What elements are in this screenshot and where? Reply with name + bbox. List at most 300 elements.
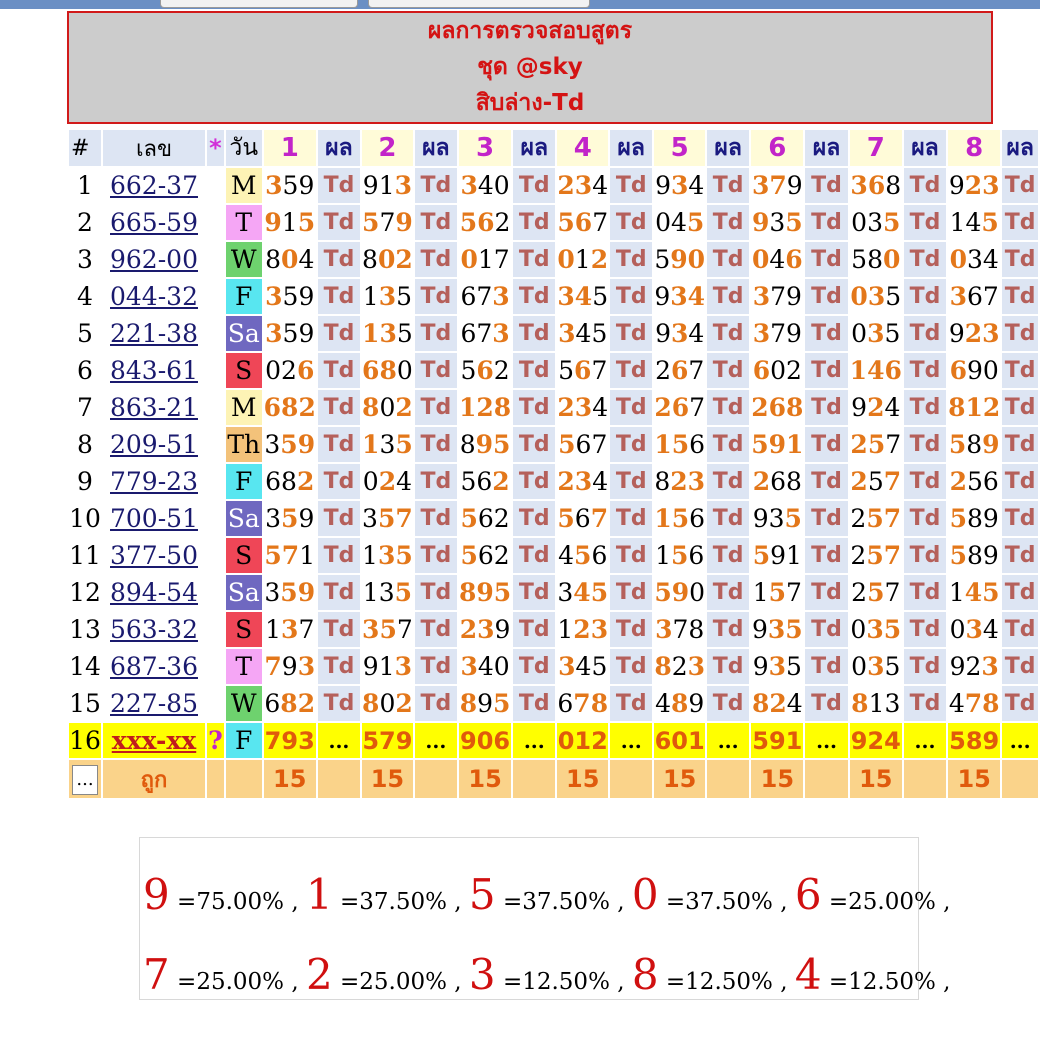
formula-value <box>948 316 1000 351</box>
formula-value <box>751 205 803 240</box>
formula-digit: 2 <box>590 245 609 274</box>
formula-digit: 4 <box>575 319 592 348</box>
formula-result: Td <box>318 427 360 462</box>
prediction-number-link[interactable]: xxx-xx <box>111 726 197 755</box>
formula-value <box>557 686 608 721</box>
stat-digit: 0 <box>631 870 659 919</box>
formula-value <box>557 649 608 684</box>
formula-value <box>751 242 803 277</box>
formula-result: Td <box>318 501 360 536</box>
row-star-cell <box>207 501 224 536</box>
totals-empty <box>805 760 847 798</box>
formula-value <box>459 612 511 647</box>
formula-result: Td <box>1002 538 1038 573</box>
formula-result: Td <box>904 168 946 203</box>
row-number-link[interactable]: 563-32 <box>110 615 198 644</box>
row-day: M <box>226 168 262 203</box>
formula-digit: 5 <box>281 504 299 533</box>
formula-result: Td <box>707 353 749 388</box>
formula-digit: 5 <box>591 319 608 348</box>
formula-value <box>557 168 608 203</box>
formula-digit: 0 <box>265 356 282 385</box>
row-day: S <box>226 353 262 388</box>
results-table <box>67 128 1040 800</box>
row-number-link[interactable]: 962-00 <box>110 245 198 274</box>
header-star: * <box>207 130 224 166</box>
formula-digit: 7 <box>493 245 510 274</box>
formula-result: Td <box>610 538 652 573</box>
totals-value: 15 <box>557 760 608 798</box>
formula-result: Td <box>707 427 749 462</box>
row-number-link[interactable]: 227-85 <box>110 689 198 718</box>
formula-result: Td <box>805 390 847 425</box>
formula-digit: 6 <box>689 504 706 533</box>
prediction-day: F <box>226 723 262 758</box>
formula-value <box>654 427 705 462</box>
formula-value <box>557 501 608 536</box>
header-result: ผล <box>318 130 360 166</box>
prediction-index: 16 <box>69 723 101 758</box>
formula-value <box>751 353 803 388</box>
formula-value <box>948 427 1000 462</box>
header-number: เลข <box>103 130 205 166</box>
formula-value <box>557 279 608 314</box>
row-number-cell <box>103 686 205 721</box>
formula-digit: 8 <box>362 393 380 422</box>
row-number-link[interactable]: 687-36 <box>110 652 198 681</box>
formula-digit: 8 <box>786 393 804 422</box>
formula-digit: 2 <box>557 393 575 422</box>
formula-digit: 3 <box>670 171 689 200</box>
formula-value <box>459 538 511 573</box>
formula-digit: 0 <box>493 652 510 681</box>
stat-digit: 6 <box>794 870 822 919</box>
row-number-link[interactable]: 894-54 <box>110 578 198 607</box>
digit-stats-line <box>143 870 950 919</box>
formula-result: Td <box>805 427 847 462</box>
formula-digit: 2 <box>654 393 672 422</box>
formula-digit: 5 <box>884 652 901 681</box>
formula-digit: 5 <box>768 578 787 607</box>
top-button-left[interactable] <box>160 0 358 8</box>
formula-digit: 3 <box>965 615 983 644</box>
formula-value <box>850 242 902 277</box>
formula-value <box>654 279 705 314</box>
formula-digit: 5 <box>460 467 477 496</box>
formula-digit: 5 <box>866 541 884 570</box>
row-index: 3 <box>69 242 101 277</box>
prediction-number-cell <box>103 723 205 758</box>
row-number-link[interactable]: 662-37 <box>110 171 198 200</box>
formula-digit: 1 <box>557 615 574 644</box>
totals-value: 15 <box>850 760 902 798</box>
panel-subtitle: สิบล่าง-Td <box>475 90 585 116</box>
formula-result: Td <box>707 501 749 536</box>
formula-result: Td <box>707 649 749 684</box>
formula-value <box>362 612 413 647</box>
formula-digit: 2 <box>786 356 802 385</box>
formula-digit: 3 <box>982 319 1000 348</box>
formula-digit: 2 <box>296 467 315 496</box>
stat-percent: =37.50% , <box>502 889 625 915</box>
formula-digit: 7 <box>689 393 706 422</box>
formula-value <box>362 279 413 314</box>
row-star-cell <box>207 353 224 388</box>
row-number-cell <box>103 353 205 388</box>
prediction-result: ... <box>318 723 360 758</box>
formula-digit: 3 <box>767 615 786 644</box>
table-row <box>69 538 1038 573</box>
formula-digit: 4 <box>688 319 705 348</box>
formula-digit: 9 <box>362 652 379 681</box>
header-formula-1[interactable]: 1 <box>264 130 316 166</box>
formula-digit: 5 <box>654 245 671 274</box>
formula-value <box>751 464 803 499</box>
formula-value <box>557 353 608 388</box>
formula-digit: 3 <box>557 578 574 607</box>
formula-value <box>557 538 608 573</box>
formula-digit: 5 <box>884 319 901 348</box>
row-number-link[interactable]: 221-38 <box>110 319 198 348</box>
row-number-cell <box>103 168 205 203</box>
formula-result: Td <box>1002 353 1038 388</box>
formula-digit: 7 <box>573 689 591 718</box>
formula-digit: 8 <box>362 245 378 274</box>
formula-digit: 0 <box>396 356 413 385</box>
more-button[interactable]: ... <box>72 765 98 795</box>
formula-digit: 4 <box>786 689 803 718</box>
formula-digit: 8 <box>670 689 689 718</box>
formula-value <box>362 316 413 351</box>
formula-digit: 9 <box>654 282 671 311</box>
formula-value <box>850 427 902 462</box>
row-number-cell <box>103 464 205 499</box>
formula-digit: 3 <box>558 319 576 348</box>
formula-digit: 5 <box>786 652 802 681</box>
formula-digit: 4 <box>574 282 593 311</box>
formula-digit: 1 <box>362 578 379 607</box>
formula-digit: 0 <box>362 467 379 496</box>
totals-value: 15 <box>362 760 413 798</box>
formula-value <box>557 464 608 499</box>
formula-value <box>459 316 511 351</box>
formula-value <box>850 686 902 721</box>
formula-result: Td <box>610 501 652 536</box>
row-index: 5 <box>69 316 101 351</box>
stat-digit: 4 <box>794 950 822 999</box>
formula-digit: 0 <box>949 245 967 274</box>
formula-digit: 7 <box>396 615 413 644</box>
formula-digit: 5 <box>396 282 413 311</box>
formula-result: Td <box>610 353 652 388</box>
row-star-cell <box>207 242 224 277</box>
formula-digit: 2 <box>395 393 413 422</box>
formula-digit: 3 <box>362 504 378 533</box>
formula-digit: 2 <box>851 578 868 607</box>
formula-digit: 3 <box>265 319 283 348</box>
formula-value <box>557 316 608 351</box>
formula-value <box>948 575 1000 610</box>
row-number-link[interactable]: 665-59 <box>110 208 198 237</box>
formula-digit: 0 <box>882 245 901 274</box>
formula-digit: 5 <box>493 430 511 459</box>
formula-digit: 8 <box>280 689 298 718</box>
formula-digit: 3 <box>265 504 282 533</box>
header-formula-2[interactable]: 2 <box>362 130 413 166</box>
formula-value <box>362 205 413 240</box>
formula-digit: 5 <box>282 171 299 200</box>
formula-value <box>362 501 413 536</box>
formula-digit: 5 <box>590 578 609 607</box>
formula-digit: 7 <box>476 319 493 348</box>
row-star-cell <box>207 316 224 351</box>
formula-digit: 4 <box>884 393 901 422</box>
formula-value <box>557 205 608 240</box>
formula-value <box>264 575 316 610</box>
formula-result: Td <box>1002 316 1038 351</box>
formula-digit: 3 <box>379 319 397 348</box>
formula-result: Td <box>513 205 555 240</box>
formula-digit: 5 <box>981 208 999 237</box>
table-row <box>69 279 1038 314</box>
formula-value <box>654 501 705 536</box>
formula-digit: 9 <box>655 319 671 348</box>
formula-digit: 2 <box>850 467 868 496</box>
formula-result: Td <box>805 279 847 314</box>
formula-value <box>850 353 902 388</box>
totals-value: 15 <box>654 760 705 798</box>
formula-digit: 9 <box>671 578 690 607</box>
formula-result: Td <box>415 168 457 203</box>
stat-percent: =25.00% , <box>340 969 462 995</box>
formula-digit: 7 <box>883 504 902 533</box>
table-row <box>69 316 1038 351</box>
formula-digit: 4 <box>575 652 592 681</box>
totals-empty <box>318 760 360 798</box>
formula-result: Td <box>707 168 749 203</box>
totals-row <box>69 760 1038 798</box>
formula-digit: 2 <box>751 393 769 422</box>
totals-button-cell <box>69 760 101 798</box>
formula-digit: 0 <box>281 245 299 274</box>
prediction-value: 924 <box>850 723 902 758</box>
formula-digit: 4 <box>982 245 999 274</box>
formula-result: Td <box>513 168 555 203</box>
formula-digit: 9 <box>494 615 511 644</box>
formula-digit: 1 <box>948 578 965 607</box>
formula-digit: 1 <box>362 541 378 570</box>
row-number-cell <box>103 649 205 684</box>
formula-digit: 0 <box>850 615 867 644</box>
header-formula-7[interactable]: 7 <box>850 130 902 166</box>
totals-empty <box>513 760 555 798</box>
row-number-link[interactable]: 044-32 <box>110 282 198 311</box>
formula-digit: 5 <box>670 541 689 570</box>
formula-digit: 6 <box>557 689 574 718</box>
stat-digit: 5 <box>468 870 496 919</box>
formula-digit: 6 <box>670 356 689 385</box>
formula-digit: 3 <box>884 689 901 718</box>
formula-digit: 9 <box>655 171 671 200</box>
formula-digit: 5 <box>867 467 884 496</box>
formula-digit: 5 <box>282 319 299 348</box>
formula-digit: 8 <box>654 467 671 496</box>
formula-digit: 5 <box>264 541 282 570</box>
formula-result: Td <box>513 649 555 684</box>
row-number-link[interactable]: 377-50 <box>110 541 198 570</box>
formula-digit: 3 <box>867 282 886 311</box>
table-row <box>69 205 1038 240</box>
header-result: ผล <box>805 130 847 166</box>
formula-digit: 5 <box>459 208 478 237</box>
formula-digit: 1 <box>849 356 868 385</box>
formula-result: Td <box>513 612 555 647</box>
stat-percent: =12.50% , <box>828 969 951 995</box>
formula-value <box>850 390 902 425</box>
formula-value <box>362 464 413 499</box>
formula-result: Td <box>805 686 847 721</box>
formula-result: Td <box>1002 649 1038 684</box>
formula-value <box>850 538 902 573</box>
formula-value <box>362 390 413 425</box>
formula-digit: 5 <box>460 504 478 533</box>
formula-result: Td <box>904 464 946 499</box>
formula-result: Td <box>415 575 457 610</box>
formula-digit: 5 <box>885 282 902 311</box>
stat-digit: 9 <box>143 870 170 919</box>
header-formula-6[interactable]: 6 <box>751 130 803 166</box>
formula-digit: 8 <box>281 467 297 496</box>
formula-digit: 5 <box>867 430 886 459</box>
formula-value <box>264 279 316 314</box>
formula-value <box>751 501 803 536</box>
formula-digit: 5 <box>395 430 413 459</box>
row-index: 1 <box>69 168 101 203</box>
formula-value <box>264 168 316 203</box>
row-day: Th <box>226 427 262 462</box>
formula-digit: 3 <box>687 467 706 496</box>
formula-value <box>751 279 803 314</box>
formula-digit: 3 <box>379 430 396 459</box>
formula-result: Td <box>610 205 652 240</box>
formula-digit: 2 <box>671 652 688 681</box>
formula-digit: 0 <box>689 578 706 607</box>
formula-digit: 2 <box>964 171 983 200</box>
formula-digit: 3 <box>670 319 689 348</box>
formula-digit: 6 <box>574 208 593 237</box>
formula-digit: 5 <box>671 504 690 533</box>
formula-digit: 9 <box>475 430 494 459</box>
formula-digit: 4 <box>477 171 494 200</box>
formula-result: Td <box>318 612 360 647</box>
formula-digit: 3 <box>982 171 1000 200</box>
header-formula-4[interactable]: 4 <box>557 130 608 166</box>
formula-digit: 5 <box>784 504 802 533</box>
formula-result: Td <box>415 353 457 388</box>
row-number-link[interactable]: 863-21 <box>110 393 198 422</box>
formula-digit: 0 <box>851 652 868 681</box>
formula-digit: 1 <box>868 689 885 718</box>
formula-result: Td <box>1002 205 1038 240</box>
row-number-link[interactable]: 843-61 <box>110 356 198 385</box>
formula-value <box>948 279 1000 314</box>
formula-digit: 5 <box>280 578 298 607</box>
formula-digit: 6 <box>982 467 999 496</box>
formula-digit: 4 <box>477 652 494 681</box>
formula-result: Td <box>805 464 847 499</box>
formula-digit: 0 <box>949 615 966 644</box>
formula-digit: 5 <box>948 430 967 459</box>
header-formula-8[interactable]: 8 <box>948 130 1000 166</box>
formula-value <box>850 279 902 314</box>
formula-digit: 5 <box>883 615 902 644</box>
formula-value <box>850 612 902 647</box>
formula-digit: 1 <box>965 393 983 422</box>
formula-digit: 0 <box>377 245 396 274</box>
formula-digit: 3 <box>394 652 413 681</box>
formula-digit: 7 <box>883 467 902 496</box>
formula-digit: 0 <box>379 689 396 718</box>
header-formula-3[interactable]: 3 <box>459 130 511 166</box>
formula-value <box>654 168 705 203</box>
formula-value <box>459 279 511 314</box>
formula-result: Td <box>610 575 652 610</box>
stat-percent: =75.00% , <box>177 889 299 915</box>
formula-result: Td <box>318 168 360 203</box>
formula-digit: 6 <box>476 356 494 385</box>
row-number-link[interactable]: 700-51 <box>110 504 198 533</box>
formula-digit: 6 <box>477 541 494 570</box>
row-index: 15 <box>69 686 101 721</box>
header-formula-5[interactable]: 5 <box>654 130 705 166</box>
formula-result: Td <box>415 464 457 499</box>
formula-digit: 9 <box>982 430 1000 459</box>
formula-digit: 2 <box>769 689 787 718</box>
formula-digit: 8 <box>459 430 476 459</box>
formula-digit: 9 <box>770 541 787 570</box>
formula-digit: 4 <box>573 578 591 607</box>
formula-result: Td <box>610 279 652 314</box>
row-number-cell <box>103 205 205 240</box>
formula-value <box>654 612 705 647</box>
row-star-cell <box>207 538 224 573</box>
formula-value <box>264 427 316 462</box>
formula-digit: 8 <box>867 245 883 274</box>
top-button-right[interactable] <box>368 0 590 8</box>
row-day: Sa <box>226 316 262 351</box>
formula-result: Td <box>415 501 457 536</box>
formula-digit: 4 <box>298 245 315 274</box>
row-number-link[interactable]: 209-51 <box>110 430 198 459</box>
header-panel <box>67 11 993 124</box>
formula-digit: 5 <box>592 282 609 311</box>
formula-digit: 7 <box>264 652 282 681</box>
formula-digit: 1 <box>362 282 379 311</box>
formula-digit: 2 <box>964 319 983 348</box>
formula-result: Td <box>318 686 360 721</box>
formula-digit: 9 <box>670 245 688 274</box>
formula-value <box>264 649 316 684</box>
formula-digit: 8 <box>379 356 397 385</box>
formula-digit: 6 <box>263 393 282 422</box>
formula-digit: 6 <box>460 319 477 348</box>
prediction-result: ... <box>610 723 652 758</box>
formula-digit: 0 <box>851 319 868 348</box>
header-index: # <box>69 130 101 166</box>
formula-value <box>850 464 902 499</box>
formula-digit: 9 <box>948 319 965 348</box>
row-number-link[interactable]: 779-23 <box>110 467 198 496</box>
